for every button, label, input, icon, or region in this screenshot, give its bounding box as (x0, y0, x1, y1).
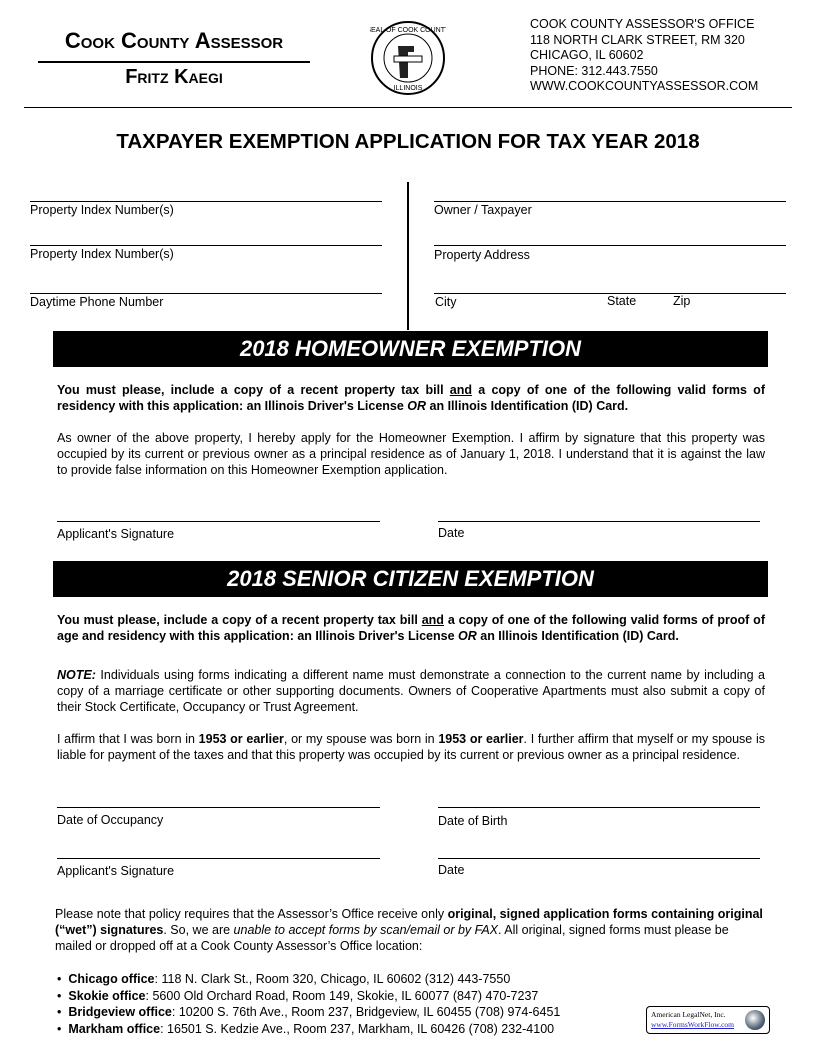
owner-label: Owner / Taxpayer (434, 203, 532, 217)
badge-company: American LegalNet, Inc. (651, 1010, 726, 1019)
homeowner-requirements: You must please, include a copy of a recent property tax bill and a copy of one of the following valid forms of residency with this application: an Illinois Driver's License OR an Illinois Identification (ID) Card. (57, 383, 765, 413)
senior-affirmation: I affirm that I was born in 1953 or earlier, or my spouse was born in 1953 or earlier. I further affirm that myself or my spouse is liable for payment of the taxes and that this property was occupied by its current or previous owner as a principal residence. (57, 732, 765, 762)
homeowner-affirmation: As owner of the above property, I hereby apply for the Homeowner Exemption. I affirm by signature that this property was occupied by its current or previous owner as a principal residence as of January 1, 2018. I understand that it is against the law to provide false information on this Homeowner Exemption application. (57, 431, 765, 477)
address-label: Property Address (434, 248, 530, 262)
office-list (57, 971, 560, 1037)
homeowner-date-label: Date (438, 526, 465, 540)
senior-signature-label: Applicant's Signature (57, 864, 175, 878)
pin1-label: Property Index Number(s) (30, 203, 174, 217)
pin2-field[interactable] (30, 245, 382, 246)
pin1-field[interactable] (30, 201, 382, 202)
pin2-label: Property Index Number(s) (30, 247, 174, 261)
assessor-name: Fritz Kaegi (125, 66, 223, 88)
office-line: CHICAGO, IL 60602 (530, 48, 644, 62)
birth-date-field[interactable] (438, 807, 760, 808)
senior-note: NOTE: Individuals using forms indicating a different name must demonstrate a connection to the current name by including a copy of a marriage certificate or other supporting documents. Owners of Cooperative Apartments must also submit a copy of their Stock Certificate, Occupancy or Trust Agreement. (57, 668, 765, 714)
homeowner-signature-field[interactable] (57, 521, 380, 522)
website-link[interactable]: WWW.COOKCOUNTYASSESSOR.COM (530, 79, 759, 93)
legalnet-badge[interactable] (646, 1006, 770, 1034)
county-seal (370, 20, 446, 96)
office-item: • Markham office: 16501 S. Kedzie Ave., Room 237, Markham, IL 60426 (708) 232-4100 (57, 1021, 560, 1038)
office-item: • Chicago office: 118 N. Clark St., Room 320, Chicago, IL 60602 (312) 443-7550 (57, 971, 560, 988)
city-label: City (435, 295, 457, 309)
office-line: COOK COUNTY ASSESSOR'S OFFICE (530, 17, 755, 31)
senior-date-field[interactable] (438, 858, 760, 859)
header-divider (38, 61, 310, 63)
homeowner-date-field[interactable] (438, 521, 760, 522)
senior-date-label: Date (438, 863, 465, 877)
field-divider (407, 182, 409, 330)
phone-field[interactable] (30, 293, 382, 294)
state-label: State (607, 294, 637, 308)
address-field[interactable] (434, 245, 786, 246)
policy-note: Please note that policy requires that the Assessor’s Office receive only original, signed application forms containing original (“wet”) signatures. So, we are unable to accept forms by scan/email or by FAX. All original, signed forms must please be mailed or dropped off at a Cook County Assessor’s Office location: (55, 907, 763, 953)
office-item: • Skokie office: 5600 Old Orchard Road, Room 149, Skokie, IL 60077 (847) 470-7237 (57, 988, 560, 1005)
occupancy-date-field[interactable] (57, 807, 380, 808)
office-line: 118 NORTH CLARK STREET, RM 320 (530, 32, 745, 47)
homeowner-heading: 2018 HOMEOWNER EXEMPTION (53, 331, 768, 367)
senior-requirements: You must please, include a copy of a recent property tax bill and a copy of one of the following valid forms of proof of age and residency with this application: an Illinois Driver's License OR an Illinois Identification (ID) Card. (57, 613, 765, 643)
globe-icon (745, 1010, 765, 1030)
org-name: Cook County Assessor (64, 28, 284, 53)
senior-heading: 2018 SENIOR CITIZEN EXEMPTION (53, 561, 768, 597)
svg-text:ILLINOIS: ILLINOIS (393, 85, 423, 92)
owner-field[interactable] (434, 201, 786, 202)
occupancy-date-label: Date of Occupancy (57, 813, 164, 827)
page-title: TAXPAYER EXEMPTION APPLICATION FOR TAX YEAR 2018 (116, 130, 700, 153)
senior-signature-field[interactable] (57, 858, 380, 859)
office-item: • Bridgeview office: 10200 S. 76th Ave., Room 237, Bridgeview, IL 60455 (708) 974-6451 (57, 1004, 560, 1021)
office-line: PHONE: 312.443.7550 (530, 63, 658, 78)
birth-date-label: Date of Birth (438, 814, 508, 828)
homeowner-signature-label: Applicant's Signature (57, 527, 175, 541)
zip-label: Zip (673, 294, 691, 308)
phone-label: Daytime Phone Number (30, 295, 164, 309)
office-address (530, 17, 758, 95)
header-rule (24, 107, 792, 108)
svg-text:SEAL OF COOK COUNTY: SEAL OF COOK COUNTY (370, 27, 446, 34)
badge-url: www.FormsWorkFlow.com (651, 1020, 735, 1029)
